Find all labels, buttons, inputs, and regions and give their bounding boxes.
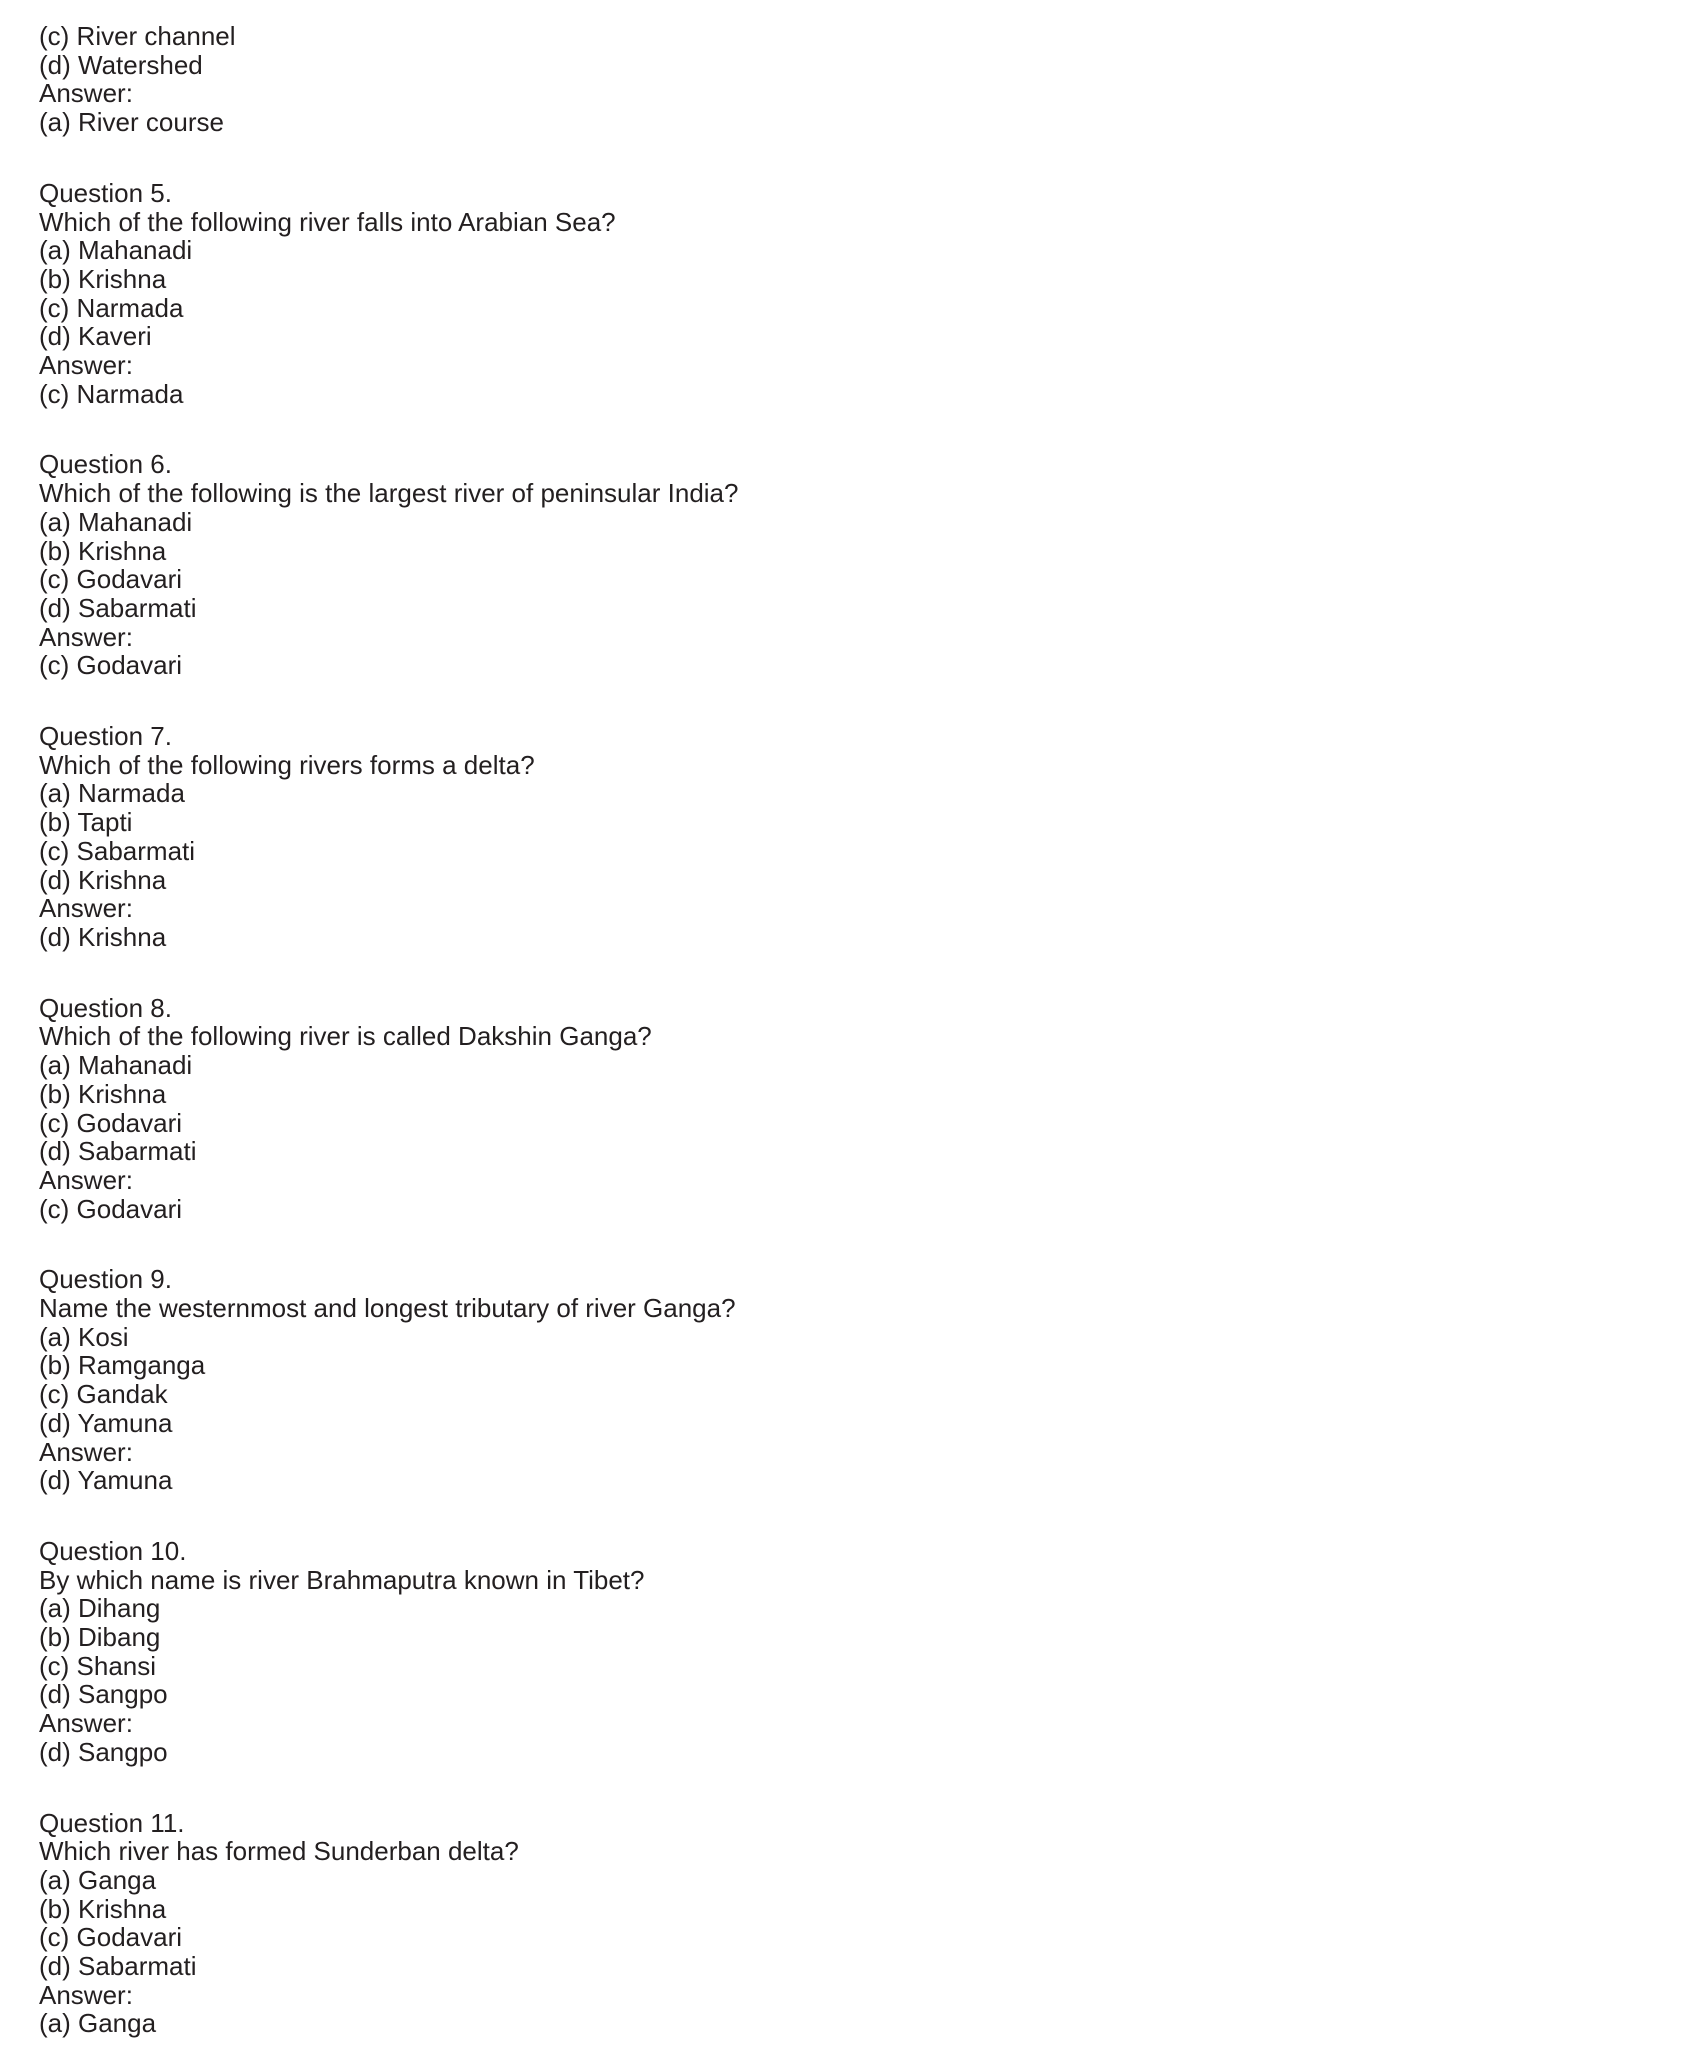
option-c: (c) Godavari xyxy=(39,564,183,595)
option-b: (b) Dibang xyxy=(39,1622,161,1653)
option-a: (a) Mahanadi xyxy=(39,235,193,266)
question-block xyxy=(39,722,1639,952)
question-text: Which of the following rivers forms a delta? xyxy=(39,749,535,780)
question-continuation xyxy=(39,22,1639,137)
option-b: (b) Tapti xyxy=(39,807,133,838)
question-block xyxy=(39,994,1639,1224)
option-c: (c) River channel xyxy=(39,21,236,51)
option-d: (d) Watershed xyxy=(39,49,203,80)
answer-label: Answer: xyxy=(39,893,133,924)
answer-value: (c) Godavari xyxy=(39,650,183,681)
answer-label: Answer: xyxy=(39,78,133,109)
option-d: (d) Kaveri xyxy=(39,321,152,352)
option-c: (c) Narmada xyxy=(39,292,184,323)
answer-value: (d) Sangpo xyxy=(39,1736,168,1767)
answer-label: Answer: xyxy=(39,1708,133,1739)
option-b: (b) Krishna xyxy=(39,263,167,294)
option-c: (c) Godavari xyxy=(39,1107,183,1138)
answer-value: (a) Ganga xyxy=(39,2008,157,2039)
option-a: (a) Mahanadi xyxy=(39,1050,193,1081)
option-d: (d) Sabarmati xyxy=(39,592,197,623)
question-heading: Question 8. xyxy=(39,992,172,1023)
question-text: Which river has formed Sunderban delta? xyxy=(39,1836,519,1867)
question-text: Name the westernmost and longest tributary of river Ganga? xyxy=(39,1293,736,1324)
answer-label: Answer: xyxy=(39,1979,133,2010)
option-c: (c) Shansi xyxy=(39,1650,157,1681)
question-heading: Question 7. xyxy=(39,721,172,752)
option-d: (d) Sabarmati xyxy=(39,1951,197,1982)
option-d: (d) Sabarmati xyxy=(39,1136,197,1167)
option-a: (a) Mahanadi xyxy=(39,506,193,537)
option-a: (a) Narmada xyxy=(39,778,185,809)
answer-label: Answer: xyxy=(39,350,133,381)
option-c: (c) Sabarmati xyxy=(39,835,196,866)
question-heading: Question 9. xyxy=(39,1264,172,1295)
question-block xyxy=(39,179,1639,409)
document-body xyxy=(39,22,1639,2038)
question-heading: Question 5. xyxy=(39,177,172,208)
answer-value: (a) River course xyxy=(39,107,224,138)
answer-value: (d) Yamuna xyxy=(39,1465,173,1496)
option-a: (a) Dihang xyxy=(39,1593,161,1624)
question-block xyxy=(39,1809,1639,2039)
option-b: (b) Krishna xyxy=(39,1078,167,1109)
answer-value: (d) Krishna xyxy=(39,921,167,952)
option-d: (d) Krishna xyxy=(39,864,167,895)
option-b: (b) Krishna xyxy=(39,1893,167,1924)
question-text: By which name is river Brahmaputra known in Tibet? xyxy=(39,1564,645,1595)
question-text: Which of the following river falls into Arabian Sea? xyxy=(39,206,616,237)
option-d: (d) Yamuna xyxy=(39,1407,173,1438)
question-block xyxy=(39,1537,1639,1767)
question-text: Which of the following river is called Dakshin Ganga? xyxy=(39,1021,652,1052)
option-d: (d) Sangpo xyxy=(39,1679,168,1710)
option-c: (c) Godavari xyxy=(39,1922,183,1953)
question-heading: Question 10. xyxy=(39,1535,187,1566)
option-a: (a) Ganga xyxy=(39,1864,157,1895)
option-b: (b) Ramganga xyxy=(39,1350,206,1381)
question-heading: Question 11. xyxy=(39,1807,185,1838)
answer-label: Answer: xyxy=(39,621,133,652)
answer-label: Answer: xyxy=(39,1164,133,1195)
answer-value: (c) Godavari xyxy=(39,1193,183,1224)
option-b: (b) Krishna xyxy=(39,535,167,566)
answer-label: Answer: xyxy=(39,1436,133,1467)
answer-value: (c) Narmada xyxy=(39,378,184,409)
question-heading: Question 6. xyxy=(39,449,172,480)
question-text: Which of the following is the largest river of peninsular India? xyxy=(39,478,739,509)
option-c: (c) Gandak xyxy=(39,1379,168,1410)
question-block xyxy=(39,450,1639,680)
question-block xyxy=(39,1265,1639,1495)
option-a: (a) Kosi xyxy=(39,1321,129,1352)
